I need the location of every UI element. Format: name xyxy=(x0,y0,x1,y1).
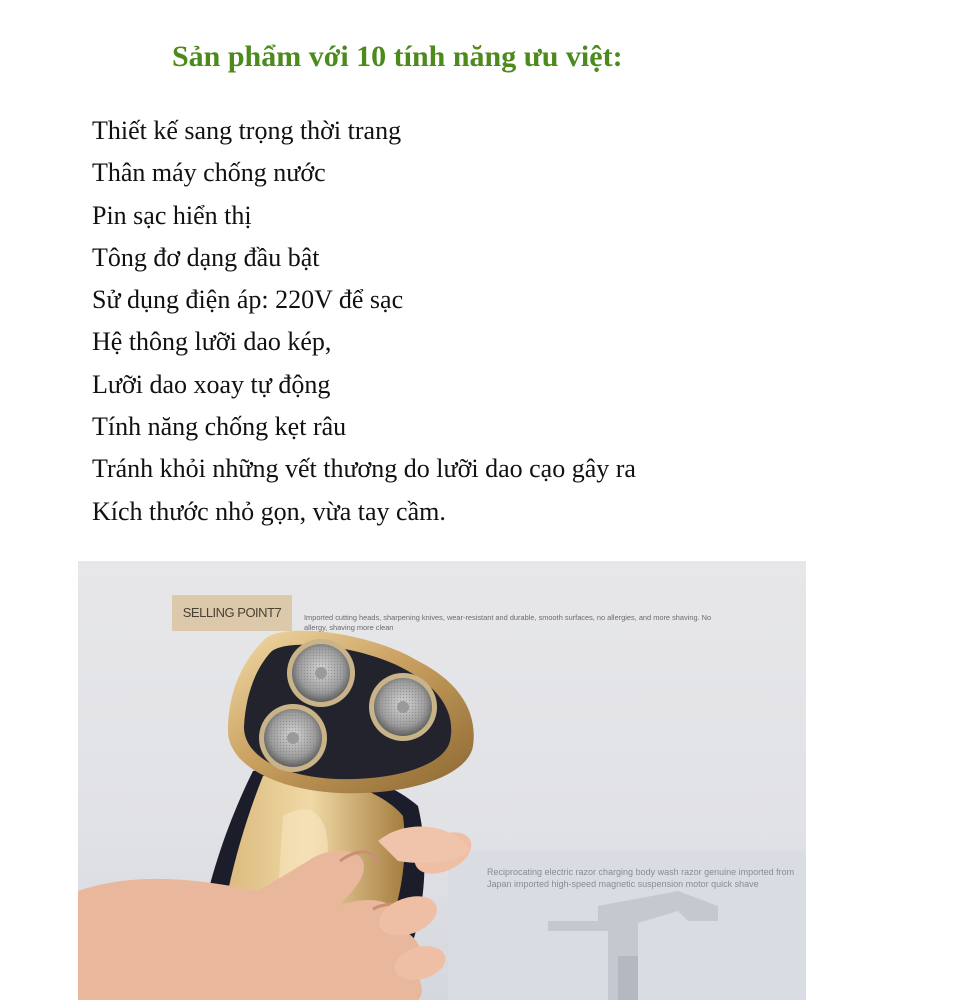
feature-item: Tính năng chống kẹt râu xyxy=(92,412,347,442)
feature-item: Thân máy chống nước xyxy=(92,158,326,188)
selling-point-tag: SELLING POINT7 xyxy=(172,595,292,631)
feature-item: Lưỡi dao xoay tự động xyxy=(92,369,331,399)
selling-point-description: Imported cutting heads, sharpening knives, wear-resistant and durable, smooth surfaces, no allergies, and more shaving. No allergy, shaving more clean xyxy=(304,613,712,632)
feature-item: Tránh khỏi những vết thương do lưỡi dao cạo gây ra xyxy=(92,454,636,484)
product-caption: Reciprocating electric razor charging body wash razor genuine imported from Japan imported high-speed magnetic suspension motor quick shave xyxy=(487,867,795,889)
feature-item: Sử dụng điện áp: 220V để sạc xyxy=(92,285,404,315)
feature-item: Hệ thông lưỡi dao kép, xyxy=(92,327,332,357)
feature-item: Thiết kế sang trọng thời trang xyxy=(92,116,402,145)
section-heading: Sản phẩm với 10 tính năng ưu việt: xyxy=(172,40,623,73)
feature-item: Kích thước nhỏ gọn, vừa tay cầm. xyxy=(92,496,446,526)
feature-list xyxy=(92,110,636,533)
product-image xyxy=(78,561,806,1000)
feature-item: Pin sạc hiển thị xyxy=(92,200,252,230)
feature-item: Tông đơ dạng đầu bật xyxy=(92,242,320,272)
